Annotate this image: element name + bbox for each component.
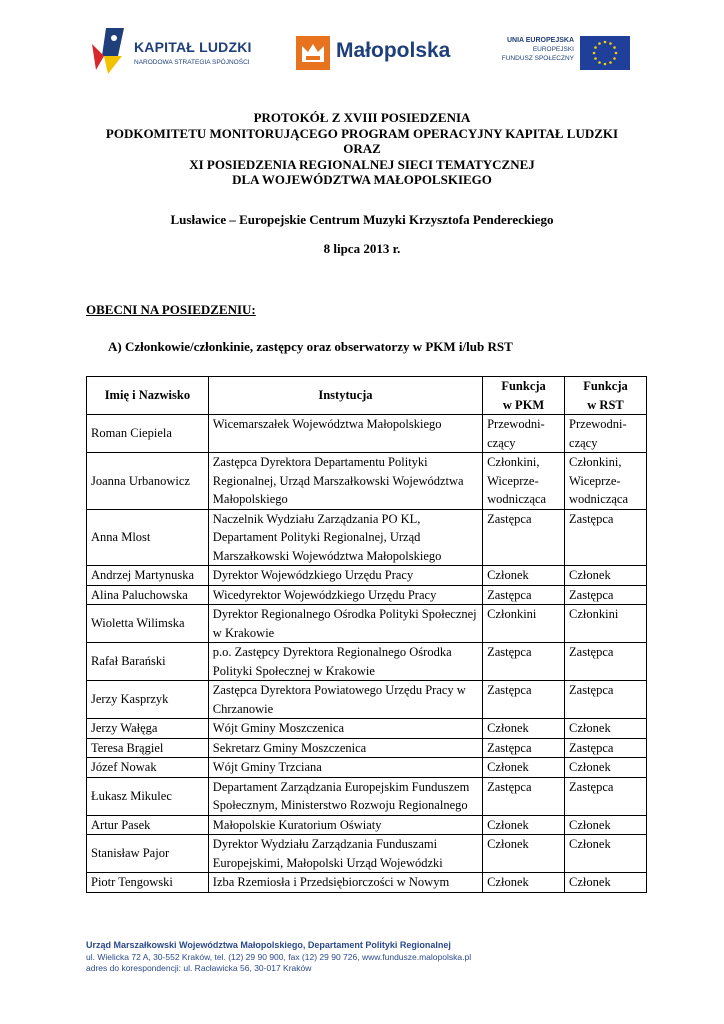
table-row [87, 643, 647, 681]
cell-institution: Sekretarz Gminy Moszczenica [208, 738, 482, 758]
kapital-ludzki-subtitle: NARODOWA STRATEGIA SPÓJNOŚCI [134, 59, 250, 66]
table-row [87, 758, 647, 778]
table-row [87, 873, 647, 893]
eu-text [502, 36, 574, 63]
cell-pkm: Zastępca [483, 738, 565, 758]
cell-rst: Zastępca [565, 738, 647, 758]
cell-rst: Zastępca [565, 585, 647, 605]
cell-pkm: Zastępca [483, 777, 565, 815]
cell-institution: Dyrektor Wojewódzkiego Urzędu Pracy [208, 566, 482, 586]
cell-name: Rafał Barański [87, 643, 209, 681]
cell-institution: Wicemarszałek Województwa Małopolskiego [208, 415, 482, 453]
cell-name: Jerzy Wałęga [87, 719, 209, 739]
cell-name: Stanisław Pajor [87, 835, 209, 873]
cell-pkm: Zastępca [483, 643, 565, 681]
malopolska-emblem-icon [296, 36, 330, 70]
cell-pkm: Zastępca [483, 681, 565, 719]
cell-rst: Członek [565, 758, 647, 778]
cell-pkm: Zastępca [483, 585, 565, 605]
title-line: DLA WOJEWÓDZTWA MAŁOPOLSKIEGO [232, 172, 492, 187]
cell-rst: Zastępca [565, 509, 647, 566]
section-title: OBECNI NA POSIEDZENIU: [86, 302, 256, 317]
cell-institution: Departament Zarządzania Europejskim Funduszem Społecznym, Ministerstwo Rozwoju Regionalnego [208, 777, 482, 815]
malopolska-name: Małopolska [336, 39, 451, 62]
cell-rst: Członek [565, 873, 647, 893]
table-row [87, 815, 647, 835]
table-row [87, 681, 647, 719]
kapital-ludzki-logo [88, 26, 258, 82]
table-row [87, 453, 647, 510]
eu-line2: EUROPEJSKI [532, 46, 574, 53]
malopolska-logo [296, 36, 466, 72]
cell-rst: Członkini, Wiceprze-wodnicząca [565, 453, 647, 510]
cell-name: Joanna Urbanowicz [87, 453, 209, 510]
cell-rst: Przewodni-czący [565, 415, 647, 453]
cell-institution: Dyrektor Regionalnego Ośrodka Polityki Społecznej w Krakowie [208, 605, 482, 643]
protocol-title [0, 110, 724, 188]
cell-institution: Dyrektor Wydziału Zarządzania Funduszami Europejskimi, Małopolski Urząd Wojewódzki [208, 835, 482, 873]
cell-name: Józef Nowak [87, 758, 209, 778]
cell-institution: Wójt Gminy Moszczenica [208, 719, 482, 739]
table-row [87, 777, 647, 815]
header-pkm-line2: w PKM [502, 397, 545, 412]
title-line: PODKOMITETU MONITORUJĄCEGO PROGRAM OPERACYJNY KAPITAŁ LUDZKI [105, 125, 619, 141]
cell-name: Wioletta Wilimska [87, 605, 209, 643]
cell-institution: Naczelnik Wydziału Zarządzania PO KL, Departament Polityki Regionalnej, Urząd Marszałkowski Województwa Małopolskiego [208, 509, 482, 566]
header-rst-line2: w RST [587, 397, 624, 412]
cell-name: Roman Ciepiela [87, 415, 209, 453]
footer-line1: Urząd Marszałkowski Województwa Małopolskiego, Departament Polityki Regionalnej [86, 940, 451, 950]
meeting-date: 8 lipca 2013 r. [323, 241, 401, 256]
cell-name: Alina Paluchowska [87, 585, 209, 605]
header-institution: Instytucja [208, 377, 482, 415]
eu-line1: UNIA EUROPEJSKA [506, 37, 574, 44]
table-header-row [87, 377, 647, 415]
cell-pkm: Członek [483, 758, 565, 778]
footer-line2: ul. Wielicka 72 A, 30-552 Kraków, tel. (12) 29 90 900, fax (12) 29 90 726, www.fundusze.malopolska.pl [86, 951, 472, 962]
kapital-ludzki-title: KAPITAŁ LUDZKI [134, 39, 252, 55]
eu-line3: FUNDUSZ SPOŁECZNY [501, 55, 574, 62]
table-row [87, 585, 647, 605]
attendance-table [86, 376, 647, 893]
cell-pkm: Członkini, Wiceprze-wodnicząca [483, 453, 565, 510]
cell-name: Łukasz Mikulec [87, 777, 209, 815]
cell-rst: Zastępca [565, 777, 647, 815]
cell-institution: Zastępca Dyrektora Powiatowego Urzędu Pracy w Chrzanowie [208, 681, 482, 719]
cell-rst: Członek [565, 815, 647, 835]
cell-pkm: Przewodni-czący [483, 415, 565, 453]
cell-rst: Zastępca [565, 643, 647, 681]
cell-name: Piotr Tengowski [87, 873, 209, 893]
eu-flag-icon [580, 36, 630, 70]
cell-pkm: Członek [483, 873, 565, 893]
header-rst-line1: Funkcja [583, 379, 628, 393]
title-line: XI POSIEDZENIA REGIONALNEJ SIECI TEMATYCZNEJ [189, 156, 535, 172]
cell-rst: Członek [565, 835, 647, 873]
cell-pkm: Członek [483, 566, 565, 586]
cell-name: Anna Mlost [87, 509, 209, 566]
cell-rst: Członkini [565, 605, 647, 643]
kapital-ludzki-emblem-icon [88, 26, 130, 80]
cell-rst: Zastępca [565, 681, 647, 719]
cell-institution: Izba Rzemiosła i Przedsiębiorczości w Nowym [208, 873, 482, 893]
cell-pkm: Członek [483, 719, 565, 739]
table-row [87, 738, 647, 758]
meeting-place: Lusławice – Europejskie Centrum Muzyki Krzysztofa Pendereckiego [170, 212, 554, 227]
table-row [87, 509, 647, 566]
header-rst [565, 377, 647, 415]
subsection-title: A) Członkowie/członkinie, zastępcy oraz obserwatorzy w PKM i/lub RST [108, 339, 513, 354]
cell-institution: Małopolskie Kuratorium Oświaty [208, 815, 482, 835]
table-row [87, 415, 647, 453]
footer [86, 940, 471, 975]
cell-rst: Członek [565, 719, 647, 739]
cell-pkm: Członek [483, 815, 565, 835]
footer-line3: adres do korespondencji: ul. Racławicka 56, 30-017 Kraków [86, 963, 312, 973]
title-line: PROTOKÓŁ Z XVIII POSIEDZENIA [253, 110, 471, 125]
cell-pkm: Członek [483, 835, 565, 873]
header-logos [0, 26, 724, 86]
cell-institution: Zastępca Dyrektora Departamentu Polityki Regionalnej, Urząd Marszałkowski Województwa Małopolskiego [208, 453, 482, 510]
eu-logo [500, 36, 630, 76]
cell-name: Artur Pasek [87, 815, 209, 835]
cell-pkm: Członkini [483, 605, 565, 643]
table-row [87, 566, 647, 586]
header-pkm [483, 377, 565, 415]
table-row [87, 605, 647, 643]
cell-institution: Wicedyrektor Wojewódzkiego Urzędu Pracy [208, 585, 482, 605]
header-name: Imię i Nazwisko [87, 377, 209, 415]
cell-institution: p.o. Zastępcy Dyrektora Regionalnego Ośrodka Polityki Społecznej w Krakowie [208, 643, 482, 681]
header-pkm-line1: Funkcja [501, 379, 546, 393]
title-line: ORAZ [343, 141, 381, 156]
table-row [87, 835, 647, 873]
cell-name: Jerzy Kasprzyk [87, 681, 209, 719]
cell-institution: Wójt Gminy Trzciana [208, 758, 482, 778]
cell-pkm: Zastępca [483, 509, 565, 566]
cell-name: Andrzej Martynuska [87, 566, 209, 586]
table-row [87, 719, 647, 739]
cell-rst: Członek [565, 566, 647, 586]
cell-name: Teresa Brągiel [87, 738, 209, 758]
